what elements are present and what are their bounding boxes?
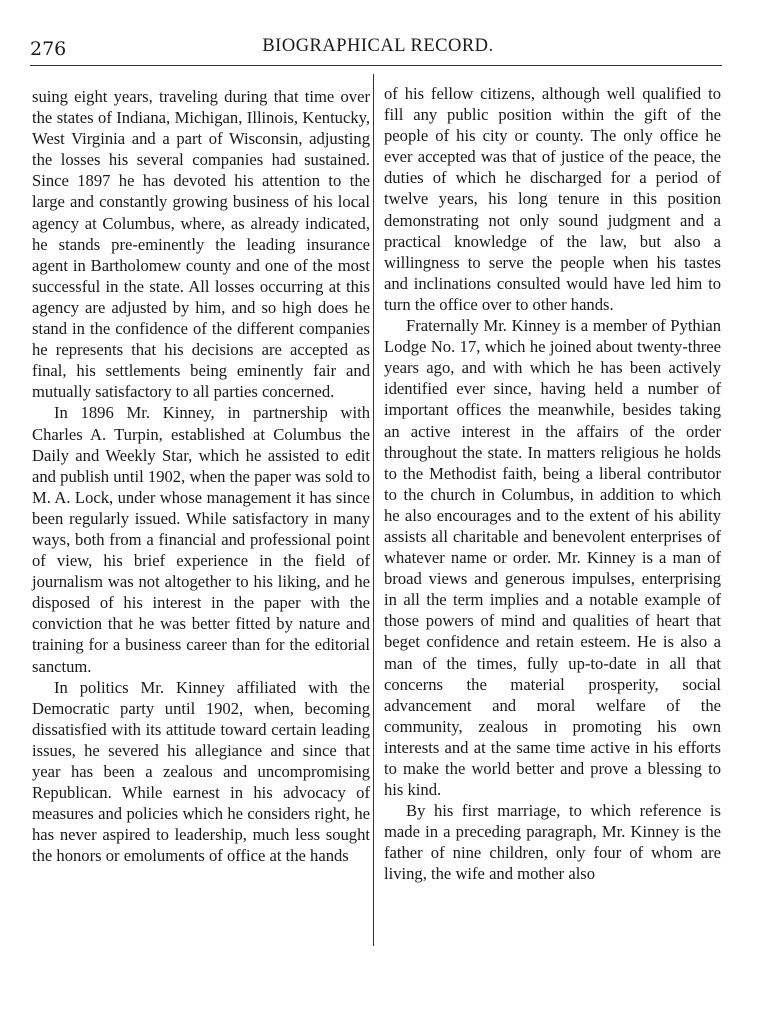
right-column [384, 83, 721, 885]
left-paragraph-2: In 1896 Mr. Kinney, in partnership with Charles A. Turpin, established at Columbus the Daily and Weekly Star, which he assisted to edit and publish until 1902, when the paper was sold to M. A. Lock, under whose management it has since been regularly issued. While satisfactory in many ways, both from a financial and professional point of view, his brief experience in the field of journalism was not altogether to his liking, and he disposed of his interest in the paper with the conviction that he was better fitted by nature and training for a business career than for the editorial sanctum. [32, 403, 370, 676]
left-paragraph-1: suing eight years, traveling during that time over the states of Indiana, Michigan, Illinois, Kentucky, West Virginia and a part of Wisconsin, adjusting the losses his several companies had sustained. Since 1897 he has devoted his attention to the large and constantly growing business of his local agency at Columbus, where, as already indicated, he stands pre-eminently the leading insurance agent in Bartholomew county and one of the most successful in the state. All losses occurring at this agency are adjusted by him, and so high does he stand in the confidence of the different companies he represents that his decisions are accepted as final, his settlements being eminently fair and mutually satisfactory to all parties concerned. [32, 87, 370, 402]
column-divider [373, 74, 374, 946]
left-column [32, 86, 370, 866]
page-header [30, 32, 726, 66]
running-title: BIOGRAPHICAL RECORD. [262, 36, 494, 56]
right-paragraph-2: Fraternally Mr. Kinney is a member of Pythian Lodge No. 17, which he joined about twenty-three years ago, and with which he has been actively identified ever since, having held a number of important offices the meanwhile, besides taking an active interest in the affairs of the order throughout the state. In matters religious he holds to the Methodist faith, being a liberal contributor to the church in Columbus, in addition to which he also encourages and to the extent of his ability assists all charitable and benevolent enterprises of whatever name or order. Mr. Kinney is a man of broad views and generous impulses, enterprising in all the term implies and a notable example of those powers of mind and qualities of heart that beget confidence and retain esteem. He is also a man of the times, fully up-to-date in all that concerns the material prosperity, social advancement and moral welfare of the community, zealous in promoting his own interests and at the same time active in his efforts to make the world better and prove a blessing to his kind. [384, 316, 721, 800]
right-paragraph-3: By his first marriage, to which reference is made in a preceding paragraph, Mr. Kinney is the father of nine children, only four of whom are living, the wife and mother also [384, 801, 721, 884]
right-paragraph-1: of his fellow citizens, although well qualified to fill any public position within the gift of the people of his city or county. The only office he ever accepted was that of justice of the peace, the duties of which he discharged for a period of twelve years, his long tenure in this position demonstrating not only sound judgment and a practical knowledge of the law, but also a willingness to serve the people when his tastes and inclinations consulted would have led him to turn the office over to other hands. [384, 84, 721, 314]
page-number: 276 [30, 38, 67, 60]
header-rule [30, 65, 722, 66]
left-paragraph-3: In politics Mr. Kinney affiliated with the Democratic party until 1902, when, becoming dissatisfied with its attitude toward certain leading issues, he severed his allegiance and since that year has been a zealous and uncompromising Republican. While earnest in his advocacy of measures and policies which he considers right, he has never aspired to leadership, much less sought the honors or emoluments of office at the hands [32, 677, 370, 866]
